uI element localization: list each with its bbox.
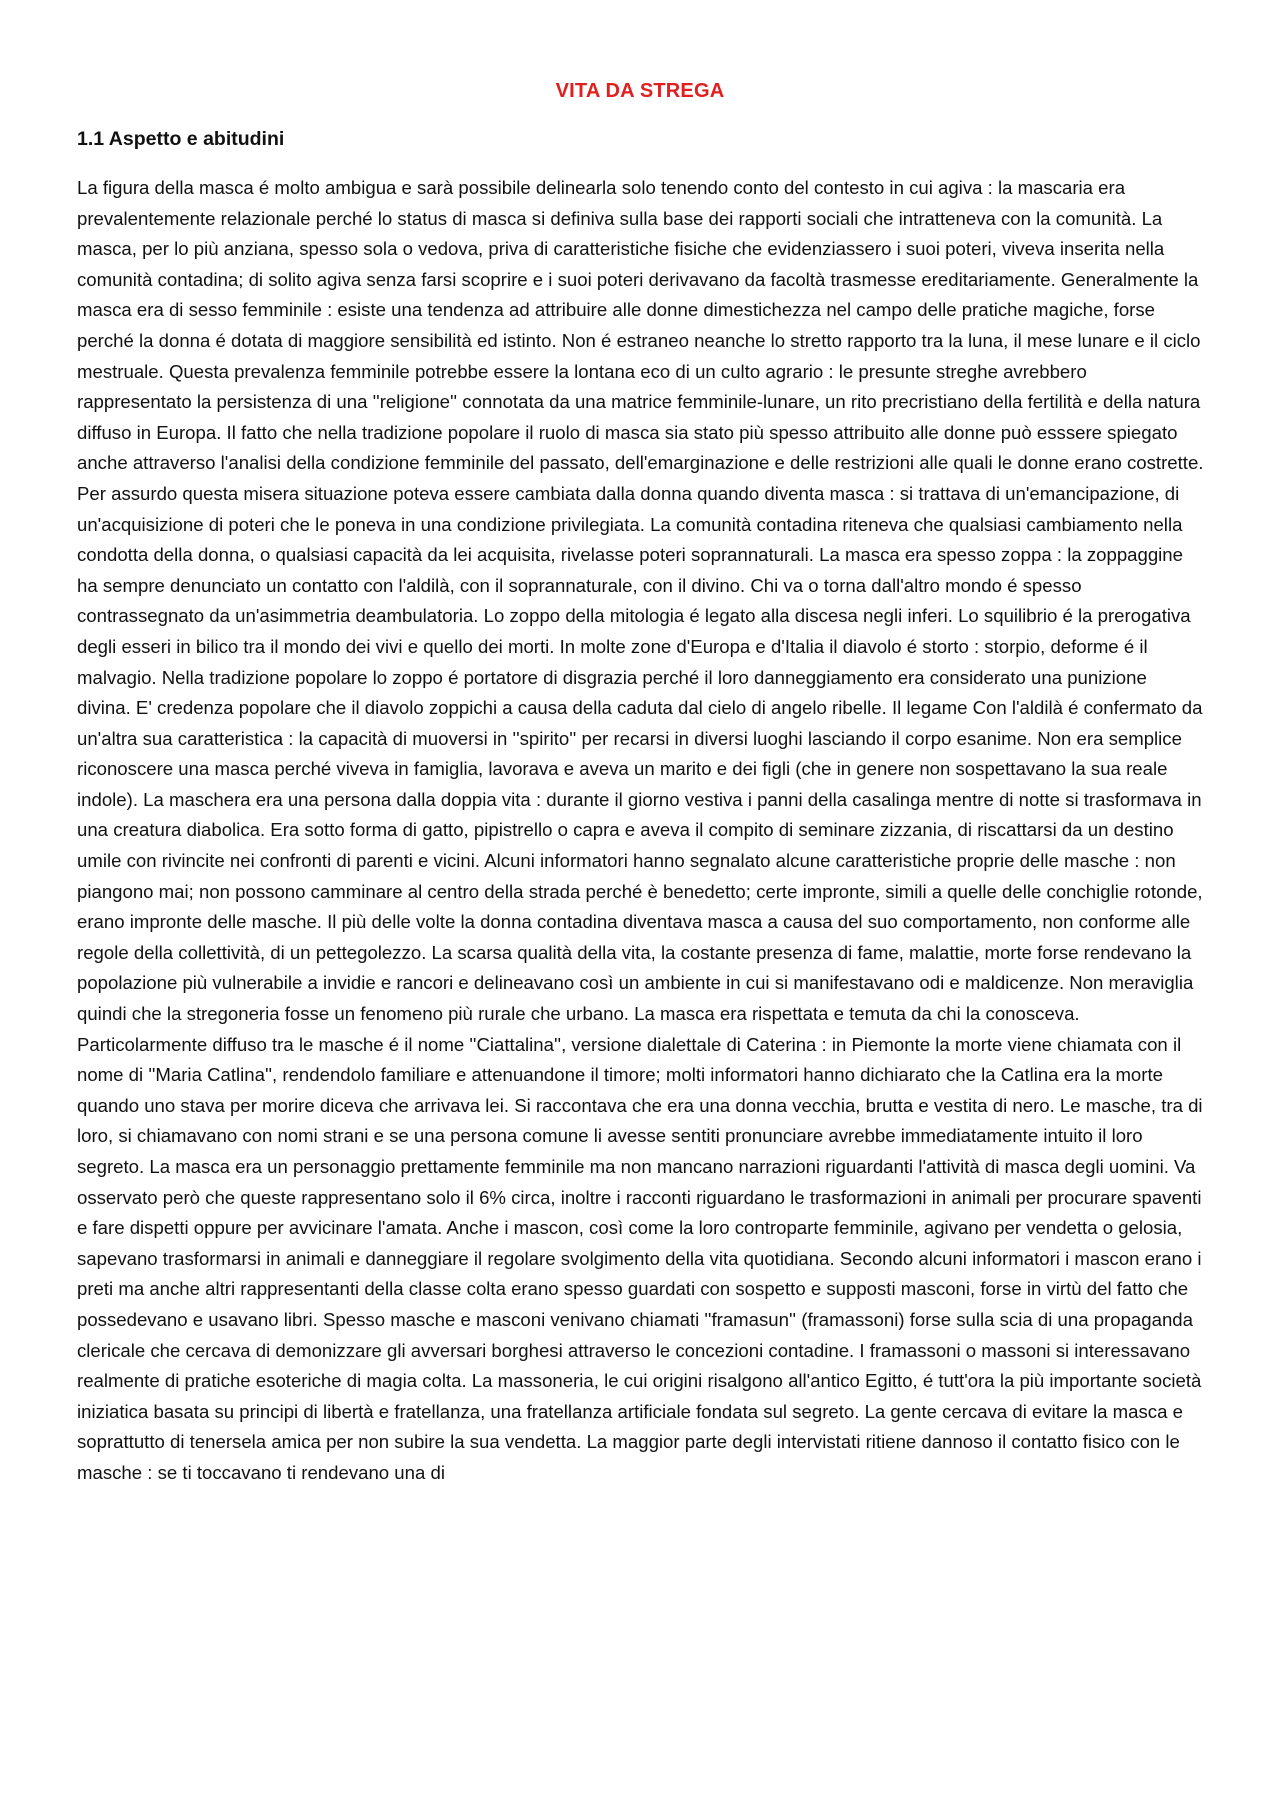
section-heading: 1.1 Aspetto e abitudini [77,128,285,150]
document-title: VITA DA STREGA [555,80,725,102]
body-paragraph: La figura della masca é molto ambigua e sarà possibile delinearla solo tenendo conto del contesto in cui agiva : la mascaria era prevalentemente relazionale perché lo status di masca si definiva sulla base dei rapporti sociali che intratteneva con la comunità. La masca, per lo più anziana, spesso sola o vedova, priva di caratteristiche fisiche che evidenziassero i suoi poteri, viveva inserita nella comunità contadina; di solito agiva senza farsi scoprire e i suoi poteri derivavano da facoltà trasmesse ereditariamente. Generalmente la masca era di sesso femminile : esiste una tendenza ad attribuire alle donne dimestichezza nel campo delle pratiche magiche, forse perché la donna é dotata di maggiore sensibilità ed istinto. Non é estraneo neanche lo stretto rapporto tra la luna, il mese lunare e il ciclo mestruale. Questa prevalenza femminile potrebbe essere la lontana eco di un culto agrario : le presunte streghe avrebbero rappresentato la persistenza di una ''religione'' connotata da una matrice femminile-lunare, un rito precristiano della fertilità e della natura diffuso in Europa. Il fatto che nella tradizione popolare il ruolo di masca sia stato più spesso attribuito alle donne può esssere spiegato anche attraverso l'analisi della condizione femminile del passato, dell'emarginazione e delle restrizioni alle quali le donne erano costrette. Per assurdo questa misera situazione poteva essere cambiata dalla donna quando diventa masca : si trattava di un'emancipazione, di un'acquisizione di poteri che le poneva in una condizione privilegiata. La comunità contadina riteneva che qualsiasi cambiamento nella condotta della donna, o qualsiasi capacità da lei acquisita, rivelasse poteri soprannaturali. La masca era spesso zoppa : la zoppaggine ha sempre denunciato un contatto con l'aldilà, con il soprannaturale, con il divino. Chi va o torna dall'altro mondo é spesso contrassegnato da un'asimmetria deambulatoria. Lo zoppo della mitologia é legato alla discesa negli inferi. Lo squilibrio é la prerogativa degli esseri in bilico tra il mondo dei vivi e quello dei morti. In molte zone d'Europa e d'Italia il diavolo é storto : storpio, deforme é il malvagio. Nella tradizione popolare lo zoppo é portatore di disgrazia perché il loro danneggiamento era considerato una punizione divina. E' credenza popolare che il diavolo zoppichi a causa della caduta dal cielo di angelo ribelle. Il legame Con l'aldilà é confermato da un'altra sua caratteristica : la capacità di muoversi in ''spirito'' per recarsi in diversi luoghi lasciando il corpo esanime. Non era semplice riconoscere una masca perché viveva in famiglia, lavorava e aveva un marito e dei figli (che in genere non sospettavano la sua reale indole). La maschera era una persona dalla doppia vita : durante il giorno vestiva i panni della casalinga mentre di notte si trasformava in una creatura diabolica. Era sotto forma di gatto, pipistrello o capra e aveva il compito di seminare zizzania, di riscattarsi da un destino umile con rivincite nei confronti di parenti e vicini. Alcuni informatori hanno segnalato alcune caratteristiche proprie delle masche : non piangono mai; non possono camminare al centro della strada perché è benedetto; certe impronte, simili a quelle delle conchiglie rotonde, erano impronte delle masche. Il più delle volte la donna contadina diventava masca a causa del suo comportamento, non conforme alle regole della collettività, di un pettegolezzo. La scarsa qualità della vita, la costante presenza di fame, malattie, morte forse rendevano la popolazione più vulnerabile a invidie e rancori e delineavano così un ambiente in cui si manifestavano odi e maldicenze. Non meraviglia quindi che la stregoneria fosse un fenomeno più rurale che urbano. La masca era rispettata e temuta da chi la conosceva. Particolarmente diffuso tra le masche é il nome ''Ciattalina'', versione dialettale di Caterina : in Piemonte la morte viene chiamata con il nome di ''Maria Catlina'', rendendolo familiare e attenuandone il timore; molti informatori hanno dichiarato che la Catlina era la morte quando uno stava per morire diceva che arrivava lei. Si raccontava che era una donna vecchia, brutta e vestita di nero. Le masche, tra di loro, si chiamavano con nomi strani e se una persona comune li avesse sentiti pronunciare avrebbe immediatamente intuito il loro segreto. La masca era un personaggio prettamente femminile ma non mancano narrazioni riguardanti l'attività di masca degli uomini. Va osservato però che queste rappresentano solo il 6% circa, inoltre i racconti riguardano le trasformazioni in animali per procurare spaventi e fare dispetti oppure per avvicinare l'amata. Anche i mascon, così come la loro controparte femminile, agivano per vendetta o gelosia, sapevano trasformarsi in animali e danneggiare il regolare svolgimento della vita quotidiana. Secondo alcuni informatori i mascon erano i preti ma anche altri rappresentanti della classe colta erano spesso guardati con sospetto e supposti masconi, forse in virtù del fatto che possedevano e usavano libri. Spesso masche e masconi venivano chiamati ''framasun'' (framassoni) forse sulla scia di una propaganda clericale che cercava di demonizzare gli avversari borghesi attraverso le concezioni contadine. I framassoni o massoni si interessavano realmente di pratiche esoteriche di magia colta. La massoneria, le cui origini risalgono all'antico Egitto, é tutt'ora la più importante società iniziatica basata su principi di libertà e fratellanza, una fratellanza artificiale fondata sul segreto. La gente cercava di evitare la masca e soprattutto di tenersela amica per non subire la sua vendetta. La maggior parte degli intervistati ritiene dannoso il contatto fisico con le masche : se ti toccavano ti rendevano una di [77,177,1204,1483]
